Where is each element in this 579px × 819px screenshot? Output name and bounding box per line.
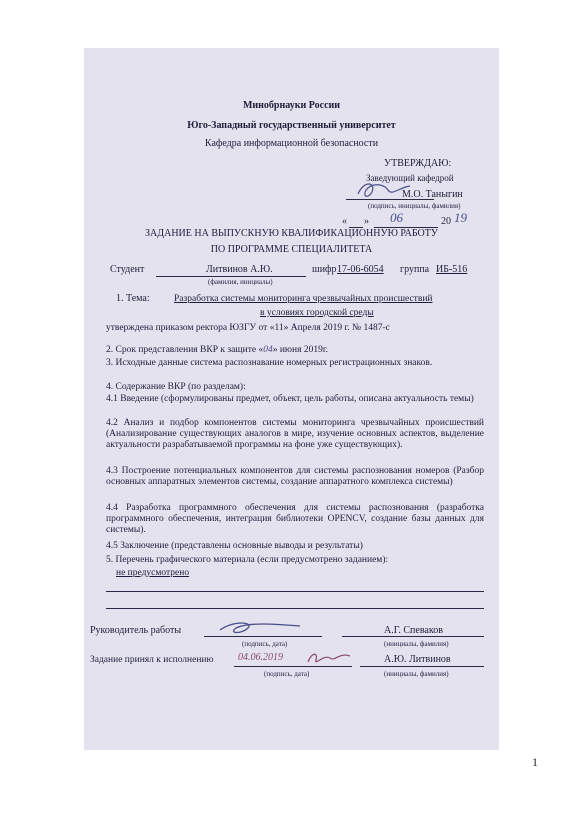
item-3: 3. Исходные данные система распознавание номерных регистрационных знаков.: [106, 358, 433, 368]
accepted-caption: (подпись, дата): [264, 670, 310, 678]
doc-title-line2: ПО ПРОГРАММЕ СПЕЦИАЛИТЕТА: [210, 244, 373, 255]
accepted-date: 04.06.2019: [238, 652, 283, 663]
supervisor-label: Руководитель работы: [90, 625, 182, 636]
university: Юго-Западный государственный университет: [187, 120, 396, 131]
accepted-name-caption: (инициалы, фамилия): [384, 670, 449, 678]
topic-line1: Разработка системы мониторинга чрезвычайных происшествий: [174, 294, 433, 304]
approval-name-caption: (подпись, инициалы, фамилия): [368, 202, 461, 210]
item-4-1: 4.1 Введение (сформулированы предмет, объект, цель работы, описана актуальность темы): [106, 394, 474, 404]
item-4-2: 4.2 Анализ и подбор компонентов системы мониторинга чрезвычайных происшествий (Анализирование существующих аналогов в мире, изучение основных аспектов, выделение актуальности разрабатываемой программы на фоне уже существующих).: [106, 418, 484, 450]
approval-name: М.О. Таныгин: [402, 189, 463, 200]
graphic-line-1: [106, 591, 484, 592]
student-label: Студент: [110, 264, 145, 275]
accepted-name: А.Ю. Литвинов: [384, 654, 451, 665]
supervisor-caption: (подпись, дата): [242, 640, 288, 648]
topic-line2: в условиях городской среды: [260, 308, 374, 318]
item-4-4: 4.4 Разработка программного обеспечения для системы распознования (разработка программного обеспечения, интеграция библиотеки OPENCV, создание базы данных для системы).: [106, 503, 484, 535]
approval-date-prefix: «: [342, 216, 347, 227]
accepted-name-line: [360, 666, 484, 667]
supervisor-name-caption: (инициалы, фамилия): [384, 640, 449, 648]
graphic-line-2: [106, 608, 484, 609]
approval-year-prefix: 20: [441, 216, 451, 227]
student-name-caption: (фамилия, инициалы): [208, 278, 273, 286]
group-label: группа: [400, 264, 430, 275]
item-4-3: 4.3 Построение потенциальных компонентов для системы распознования номеров (Разбор основных аппаратных элементов системы, создание аппаратного комплекса системы): [106, 466, 484, 487]
group-value: ИБ-516: [436, 264, 468, 275]
item-2: 2. Срок представления ВКР к защите «04» июня 2019г.: [106, 345, 329, 355]
cipher-value: 17-06-6054: [337, 264, 384, 275]
approval-role: Заведующий кафедрой: [366, 173, 454, 183]
student-name: Литвинов А.Ю.: [206, 264, 273, 275]
topic-label: 1. Тема:: [116, 293, 150, 304]
doc-title-line1: ЗАДАНИЕ НА ВЫПУСКНУЮ КВАЛИФИКАЦИОННУЮ РАБОТУ: [145, 228, 438, 239]
accepted-label: Задание принял к исполнению: [90, 655, 214, 665]
ministry: Минобрнауки России: [242, 100, 341, 111]
item-5-value: не предусмотрено: [116, 568, 190, 578]
student-name-line: [156, 276, 306, 277]
document-page: [84, 48, 499, 750]
topic-order: утверждена приказом ректора ЮЗГУ от «11» Апреля 2019 г. № 1487-с: [106, 323, 390, 333]
supervisor-signature: [214, 618, 304, 638]
department: Кафедра информационной безопасности: [204, 138, 379, 149]
approval-title: УТВЕРЖДАЮ:: [384, 158, 452, 169]
item-5: 5. Перечень графического материала (если предусмотрено заданием):: [106, 555, 389, 565]
page-number: 1: [532, 755, 538, 769]
cipher-label: шифр: [312, 264, 337, 275]
approval-date-suffix: »: [364, 216, 369, 227]
item-4: 4. Содержание ВКР (по разделам):: [106, 382, 246, 392]
approval-date-year: 19: [454, 210, 467, 225]
student-signature: [304, 648, 354, 668]
item-4-5: 4.5 Заключение (представлены основные выводы и результаты): [106, 541, 363, 551]
supervisor-name: А.Г. Спеваков: [384, 625, 443, 636]
approval-date-month: 06: [390, 210, 403, 225]
